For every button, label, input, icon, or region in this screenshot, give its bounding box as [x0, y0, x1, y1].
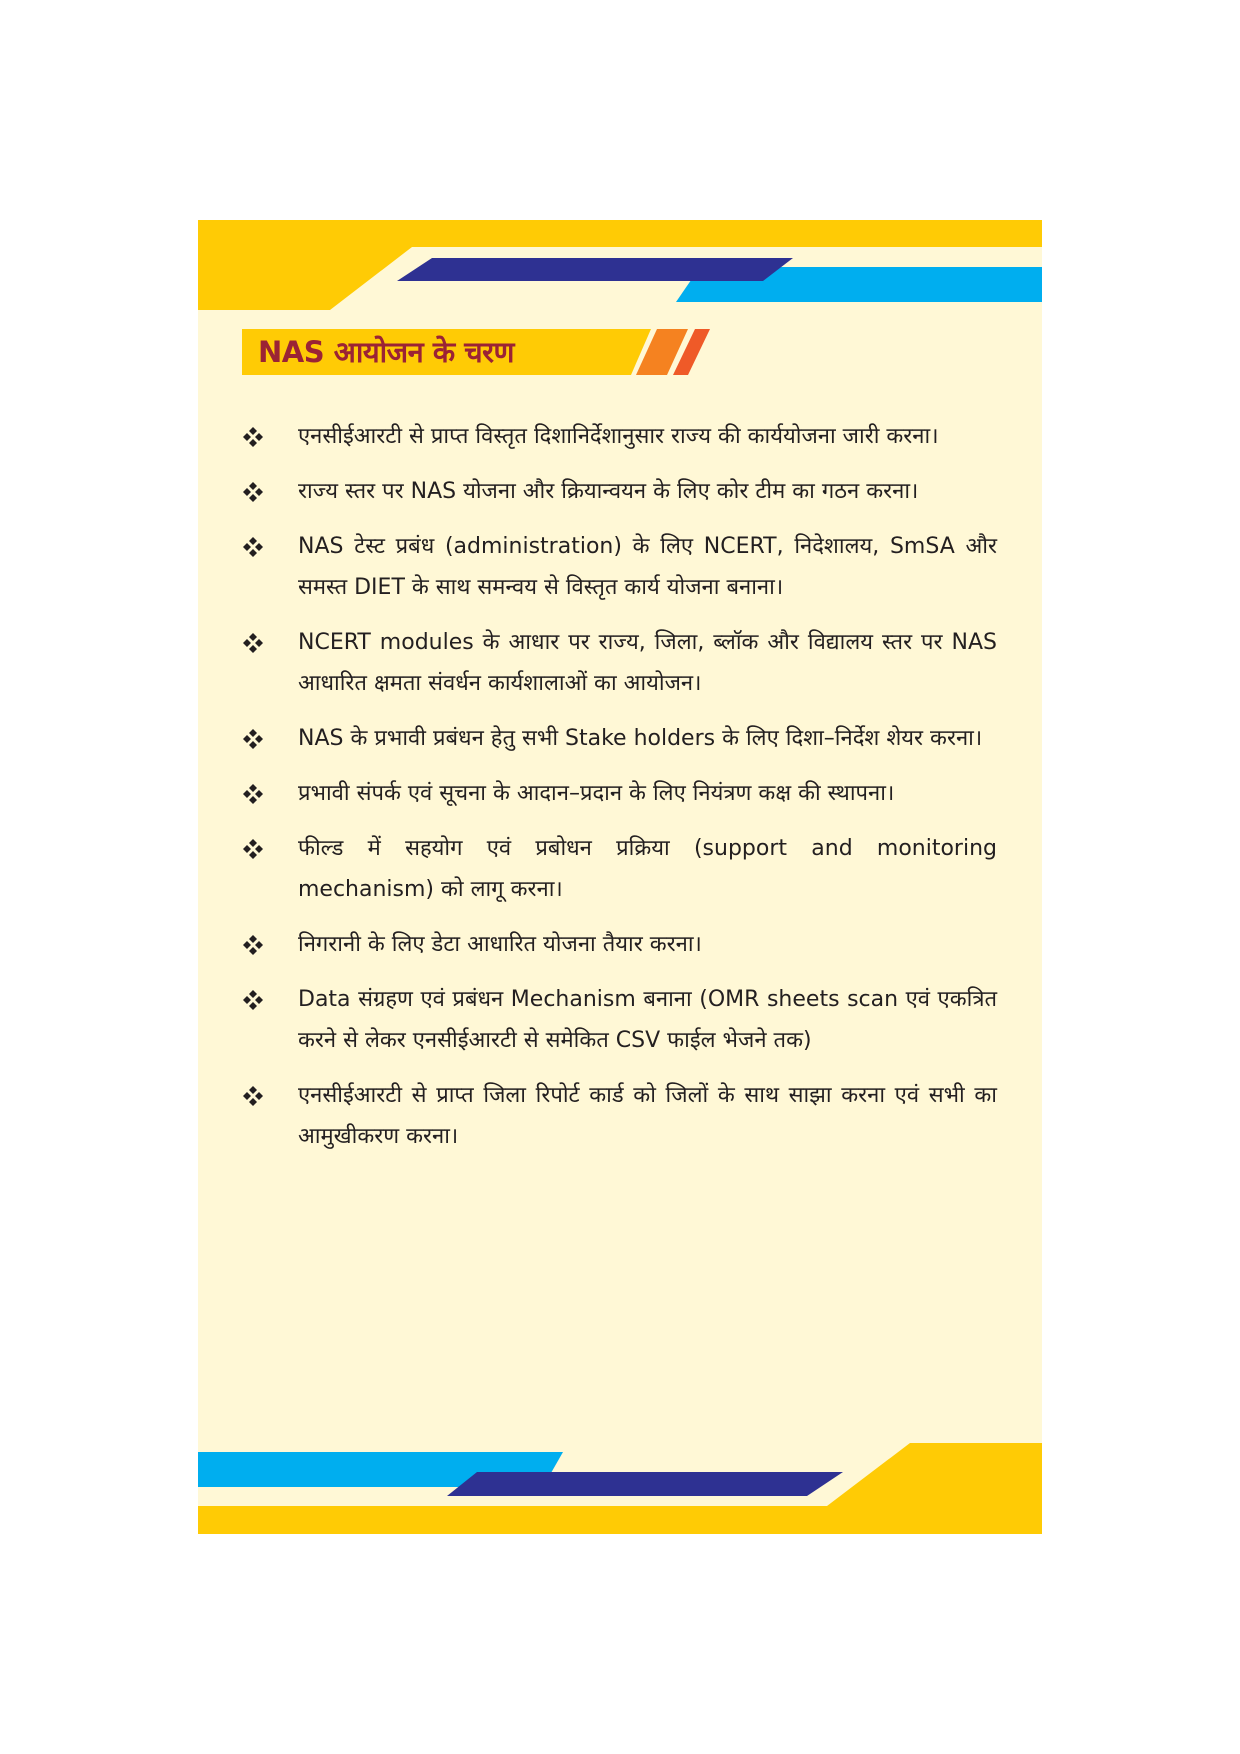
list-item — [238, 828, 998, 910]
list-item-text: फील्ड में सहयोग एवं प्रबोधन प्रक्रिया (support and monitoring mechanism) को लागू करना। — [298, 836, 997, 902]
list-item-text: NCERT modules के आधार पर राज्य, जिला, ब्लॉक और विद्यालय स्तर पर NAS आधारित क्षमता संवर्धन कार्यशालाओं का आयोजन। — [298, 630, 997, 696]
list-item-text: राज्य स्तर पर NAS योजना और क्रियान्वयन के लिए कोर टीम का गठन करना। — [298, 479, 919, 504]
list-item-text: निगरानी के लिए डेटा आधारित योजना तैयार करना। — [298, 932, 702, 957]
four-diamond-bullet-icon — [242, 934, 264, 956]
four-diamond-bullet-icon — [242, 989, 264, 1011]
four-diamond-bullet-icon — [242, 728, 264, 750]
four-diamond-bullet-icon — [242, 536, 264, 558]
list-item — [238, 773, 998, 814]
info-card — [198, 220, 1042, 1534]
list-item — [238, 979, 998, 1061]
four-diamond-bullet-icon — [242, 838, 264, 860]
list-item-text: NAS टेस्ट प्रबंध (administration) के लिए NCERT, निदेशालय, SmSA और समस्त DIET के साथ समन्वय से विस्तृत कार्य योजना बनाना। — [298, 534, 997, 600]
four-diamond-bullet-icon — [242, 426, 264, 448]
list-item-text: Data संग्रहण एवं प्रबंधन Mechanism बनाना (OMR sheets scan एवं एकत्रित करने से लेकर एनसीईआरटी से समेकित CSV फाईल भेजने तक) — [298, 987, 997, 1053]
list-item — [238, 1075, 998, 1157]
bottom-navy-stripe — [447, 1472, 843, 1496]
list-item-text: प्रभावी संपर्क एवं सूचना के आदान–प्रदान के लिए नियंत्रण कक्ष की स्थापना। — [298, 781, 895, 806]
four-diamond-bullet-icon — [242, 481, 264, 503]
steps-list — [238, 416, 998, 1171]
list-item — [238, 526, 998, 608]
list-item-text: एनसीईआरटी से प्राप्त विस्तृत दिशानिर्देशानुसार राज्य की कार्ययोजना जारी करना। — [298, 424, 939, 449]
four-diamond-bullet-icon — [242, 632, 264, 654]
bottom-decoration — [198, 1434, 1042, 1534]
list-item — [238, 416, 998, 457]
four-diamond-bullet-icon — [242, 1085, 264, 1107]
list-item-text: एनसीईआरटी से प्राप्त जिला रिपोर्ट कार्ड को जिलों के साथ साझा करना एवं सभी का आमुखीकरण करना। — [298, 1083, 997, 1149]
list-item — [238, 622, 998, 704]
list-item — [238, 924, 998, 965]
four-diamond-bullet-icon — [242, 783, 264, 805]
list-item-text: NAS के प्रभावी प्रबंधन हेतु सभी Stake holders के लिए दिशा–निर्देश शेयर करना। — [298, 726, 983, 751]
list-item — [238, 471, 998, 512]
list-item — [238, 718, 998, 759]
page-title: NAS आयोजन के चरण — [258, 335, 514, 369]
